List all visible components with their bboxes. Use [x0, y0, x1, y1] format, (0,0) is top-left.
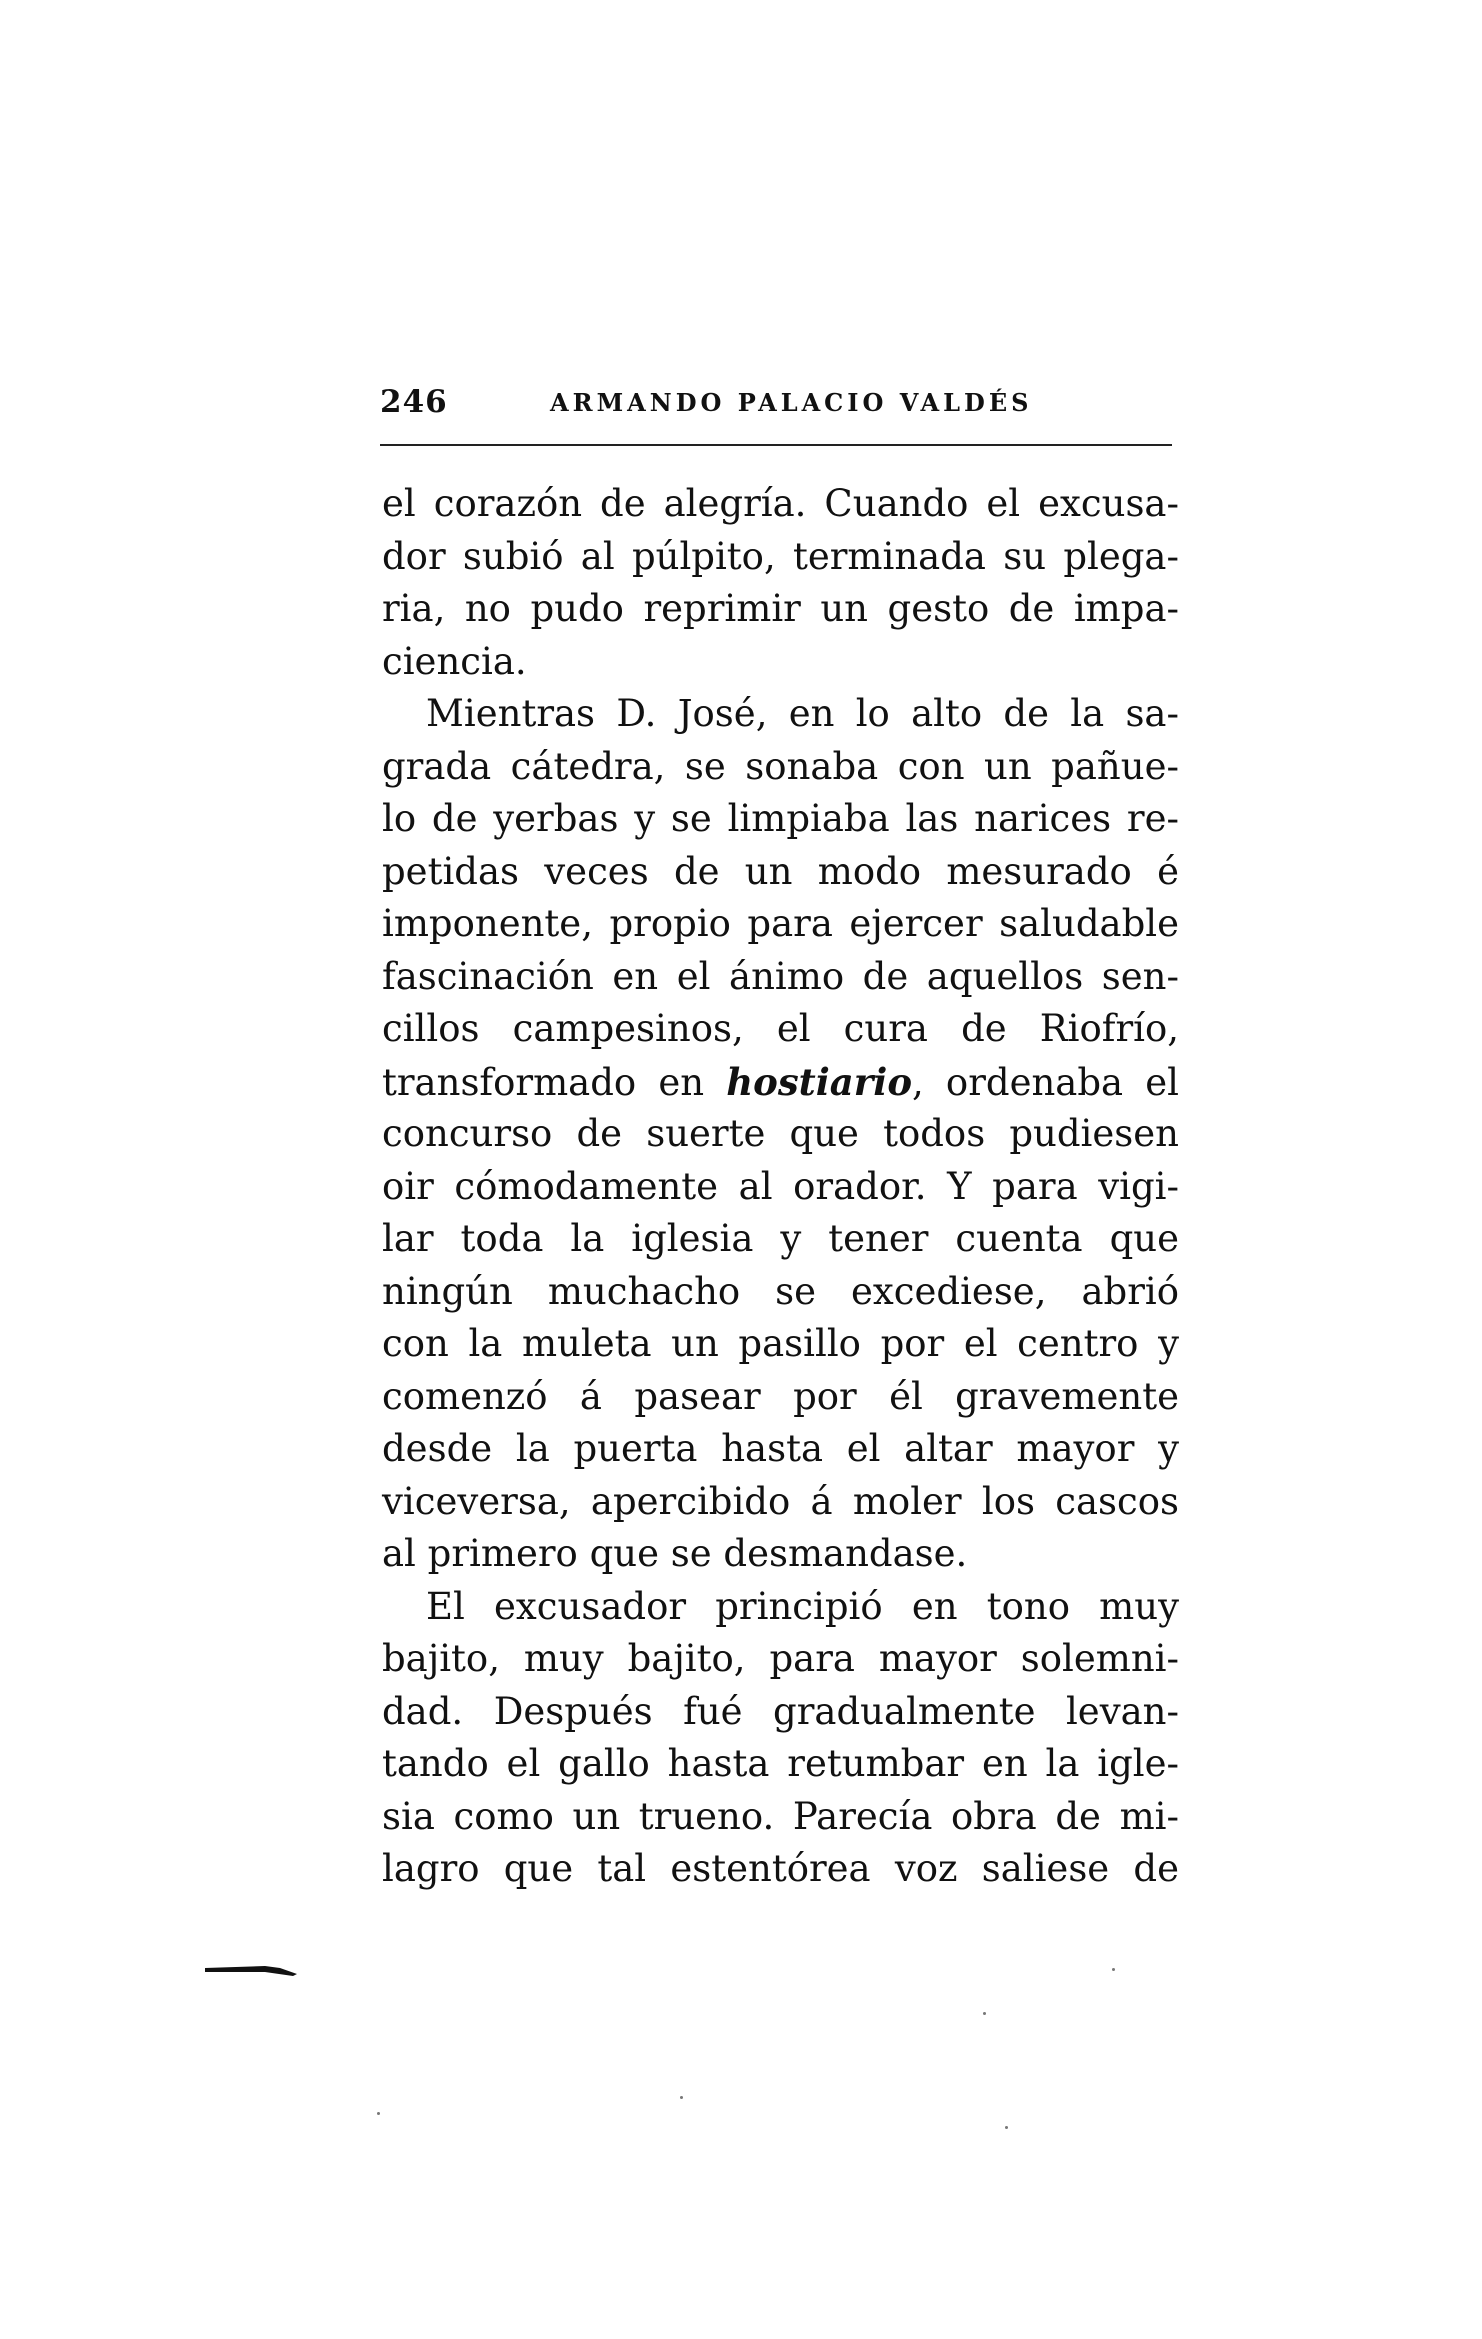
- text-line: oir cómodamente al orador. Y para vigi-: [382, 1164, 1179, 1208]
- page-header: [380, 384, 1175, 428]
- text-line: dad. Después fué gradualmente levan-: [382, 1689, 1179, 1733]
- page-number: 246: [380, 384, 448, 420]
- text-line: ria, no pudo reprimir un gesto de impa-: [382, 587, 1179, 630]
- text-line: grada cátedra, se sonaba con un pañue-: [382, 744, 1179, 788]
- text-line: Mientras D. José, en lo alto de la sa-: [426, 692, 1179, 735]
- line-segment: , ordenaba el: [912, 1060, 1179, 1104]
- italic-term: hostiario: [726, 1059, 912, 1104]
- text-line: dor subió al púlpito, terminada su plega-: [382, 534, 1179, 578]
- text-line: petidas veces de un modo mesurado é: [382, 849, 1179, 893]
- ink-smudge: [205, 1962, 297, 1976]
- text-line: sia como un trueno. Parecía obra de mi-: [382, 1794, 1179, 1838]
- paper-speck: [1005, 2126, 1008, 2129]
- text-line: fascinación en el ánimo de aquellos sen-: [382, 954, 1179, 998]
- text-line: El excusador principió en tono muy: [426, 1584, 1179, 1628]
- paper-speck: [680, 2096, 683, 2099]
- line-segment: transformado en: [382, 1060, 727, 1104]
- running-head: ARMANDO PALACIO VALDÉS: [550, 388, 1033, 417]
- text-line: cillos campesinos, el cura de Riofrío,: [382, 1007, 1179, 1050]
- paper-speck: [1112, 1968, 1115, 1971]
- text-line: ciencia.: [382, 639, 527, 683]
- text-line: lar toda la iglesia y tener cuenta que: [382, 1217, 1179, 1260]
- text-line: al primero que se desmandase.: [382, 1532, 968, 1575]
- text-line: viceversa, apercibido á moler los cascos: [382, 1479, 1179, 1523]
- text-line: desde la puerta hasta el altar mayor y: [382, 1427, 1179, 1470]
- text-line: con la muleta un pasillo por el centro y: [382, 1322, 1179, 1365]
- text-line: bajito, muy bajito, para mayor solemni-: [382, 1637, 1179, 1680]
- text-line: lo de yerbas y se limpiaba las narices re-: [382, 797, 1179, 840]
- paper-speck: [377, 2112, 380, 2115]
- text-line: lagro que tal estentórea voz saliese de: [382, 1847, 1179, 1890]
- text-line: tando el gallo hasta retumbar en la igle-: [382, 1742, 1179, 1785]
- text-line: ningún muchacho se excediese, abrió: [382, 1269, 1179, 1313]
- body-text: [382, 478, 1179, 1896]
- text-line: concurso de suerte que todos pudiesen: [382, 1112, 1179, 1155]
- header-rule: [380, 444, 1172, 446]
- text-line-with-italic: [382, 1056, 1179, 1109]
- paper-speck: [983, 2012, 986, 2015]
- text-line: imponente, propio para ejercer saludable: [382, 902, 1179, 945]
- text-line: el corazón de alegría. Cuando el excusa-: [382, 482, 1179, 525]
- text-line: comenzó á pasear por él gravemente: [382, 1374, 1179, 1418]
